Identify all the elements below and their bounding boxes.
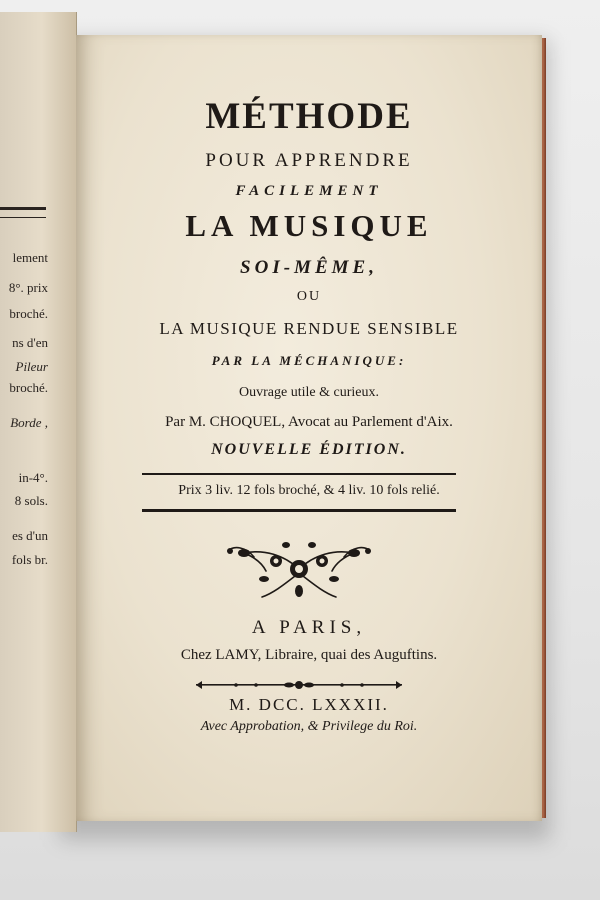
- left-page-fragment: lement: [12, 250, 48, 265]
- title-methode: MÉTHODE: [205, 96, 413, 137]
- title-soi-meme: SOI-MÊME,: [240, 257, 378, 278]
- author-line: Par M. CHOQUEL, Avocat au Parlement d'Aix.: [165, 414, 453, 430]
- year-line: M. DCC. LXXXII.: [229, 695, 389, 714]
- price-line: Prix 3 liv. 12 fols broché, & 4 liv. 10 fols relié.: [178, 483, 440, 498]
- left-page-fragment: 8 sols.: [14, 493, 48, 508]
- left-page-fragment: in-4°.: [18, 470, 48, 485]
- title-pour-apprendre: POUR APPRENDRE: [205, 150, 413, 171]
- left-page-fragment: Borde ,: [10, 415, 48, 430]
- publisher-line: Chez LAMY, Libraire, quai des Auguftins.: [180, 647, 438, 663]
- title-page: [76, 35, 542, 821]
- left-page-fragment: broché.: [9, 380, 48, 395]
- subtitle-ouvrage: Ouvrage utile & curieux.: [239, 385, 379, 400]
- subtitle-mechanique: PAR LA MÉCHANIQUE:: [211, 353, 407, 368]
- left-page-fragment: Pileur: [15, 359, 48, 374]
- title-facilement: FACILEMENT: [235, 183, 383, 199]
- edition-line: NOUVELLE ÉDITION.: [211, 441, 407, 458]
- left-page-fragment: fols br.: [11, 552, 48, 567]
- left-page-fragment: ns d'en: [12, 335, 48, 350]
- title-la-musique: LA MUSIQUE: [185, 208, 433, 243]
- upper-rule: [142, 473, 456, 475]
- left-page: [0, 12, 77, 832]
- ornamental-rule-icon: [196, 679, 402, 691]
- privilege-line: Avec Approbation, & Privilege du Roi.: [200, 719, 418, 734]
- left-page-fragment: es d'un: [12, 528, 48, 543]
- lower-rule: [142, 509, 456, 512]
- floral-vignette-icon: [224, 535, 374, 601]
- left-page-fragment: 8°. prix: [8, 280, 48, 295]
- subtitle-musique-rendue: LA MUSIQUE RENDUE SENSIBLE: [159, 319, 459, 338]
- left-page-rule: [0, 207, 46, 218]
- left-page-fragment: broché.: [9, 306, 48, 321]
- title-ou: OU: [296, 289, 322, 304]
- place-a-paris: A PARIS,: [251, 617, 367, 638]
